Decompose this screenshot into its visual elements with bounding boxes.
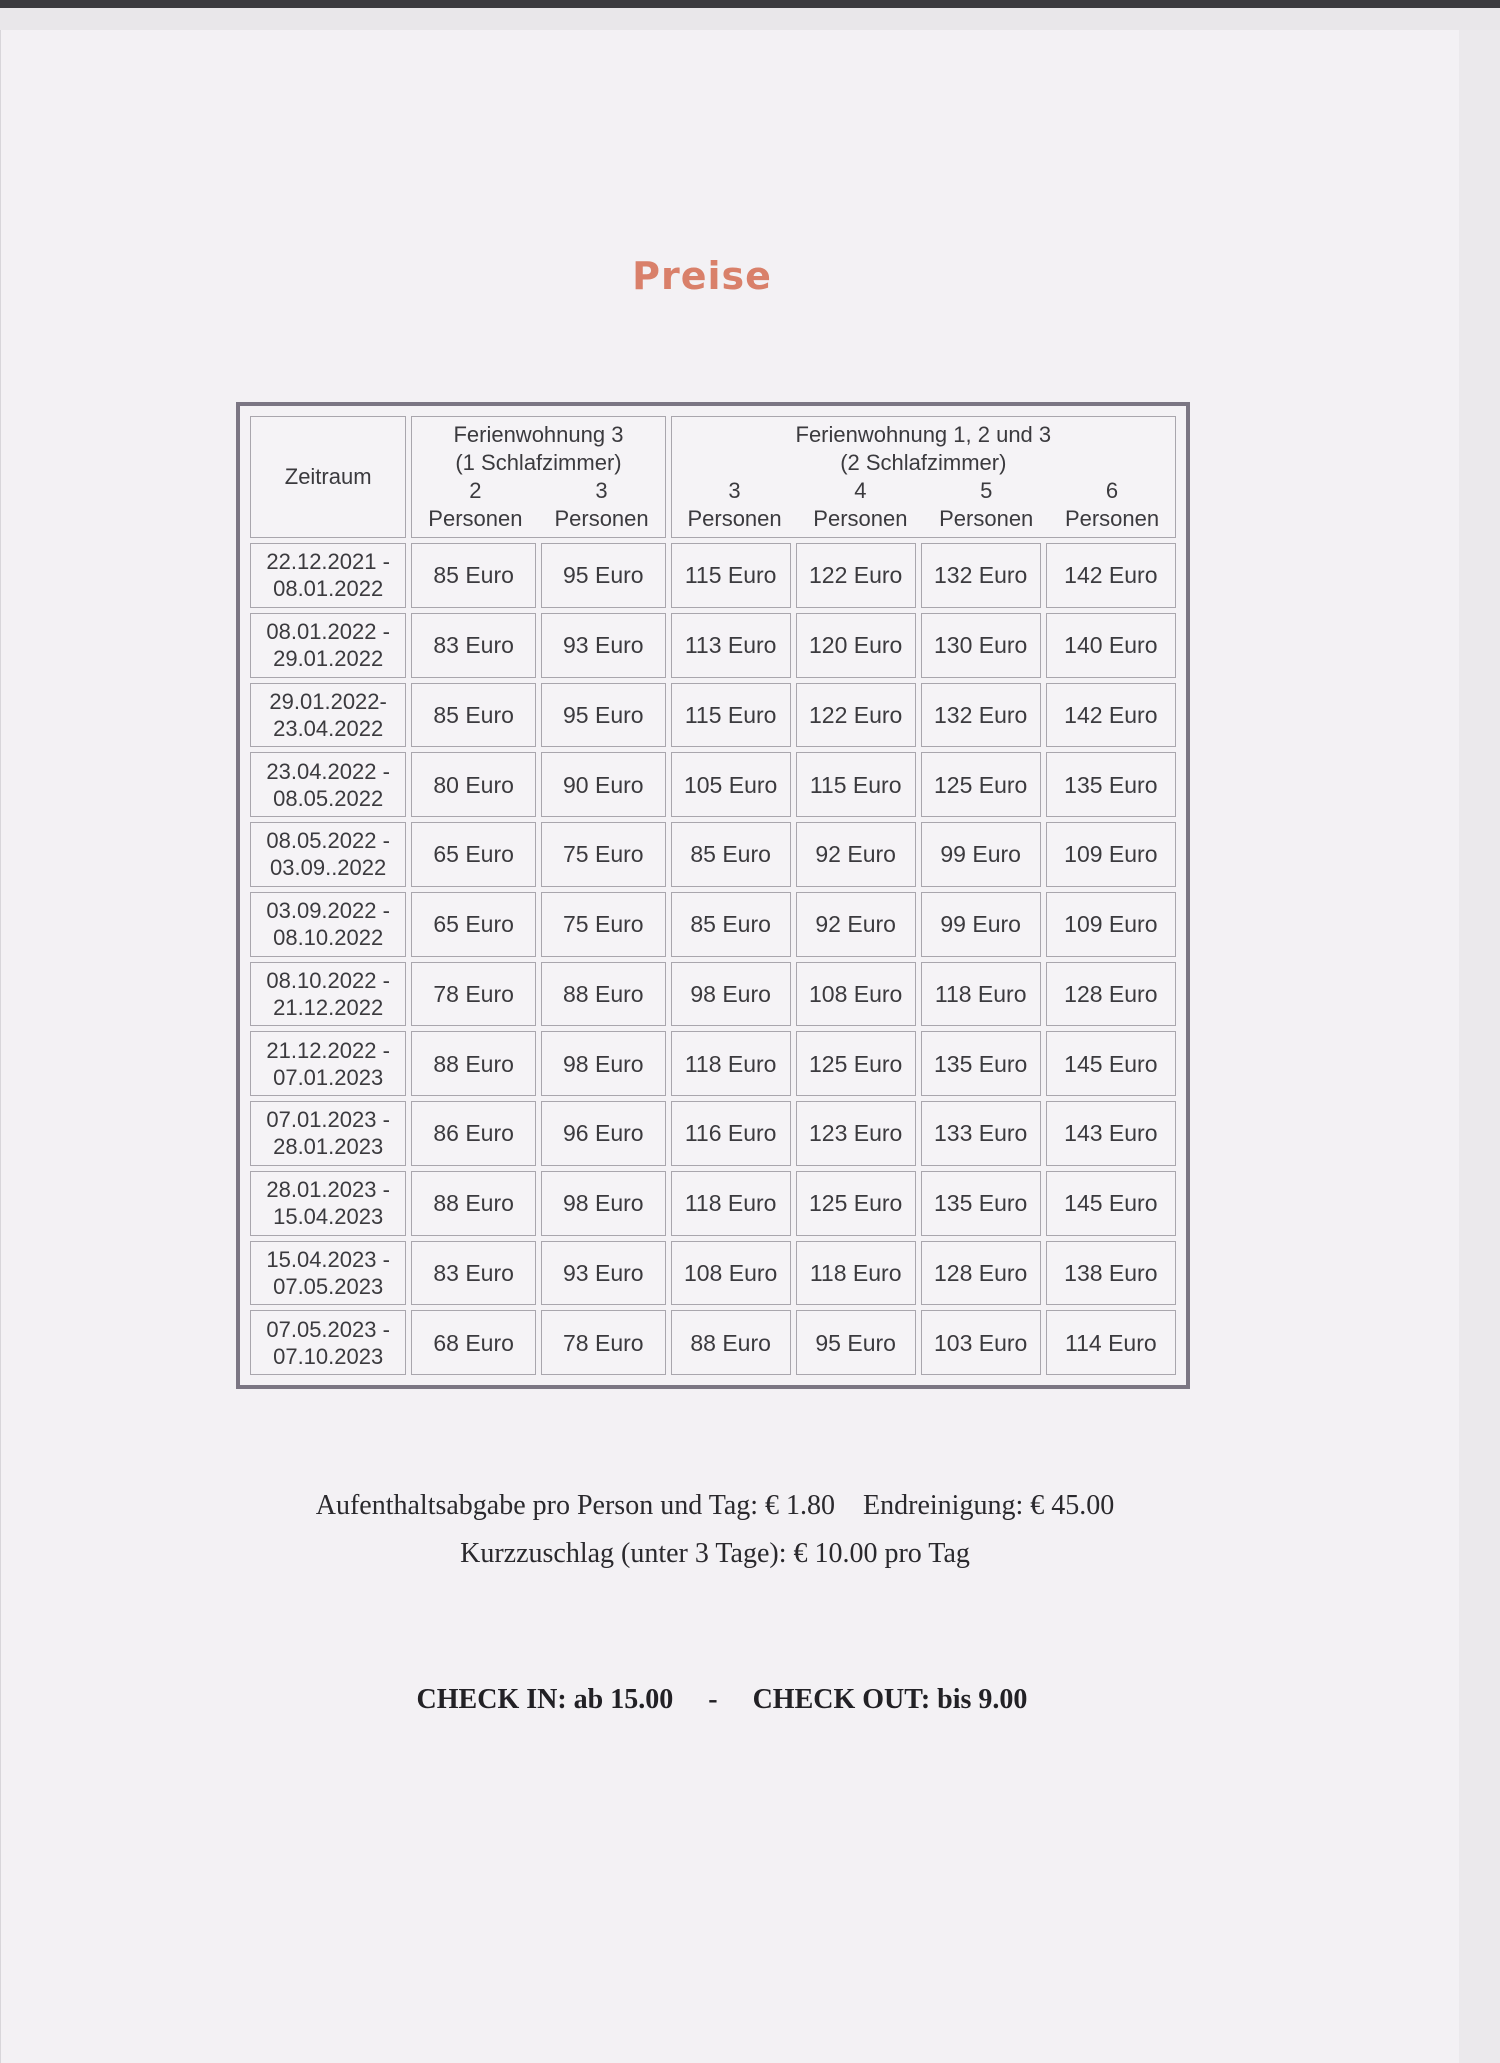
price-cell: 118 Euro [796,1241,916,1306]
price-cell: 135 Euro [921,1031,1041,1096]
price-table-body [250,543,1176,1375]
price-cell: 128 Euro [1046,962,1176,1027]
period-to: 07.10.2023 [273,1343,384,1369]
short-stay-surcharge: Kurzzuschlag (unter 3 Tage): € 10.00 pro Tag [460,1538,970,1569]
price-cell: 133 Euro [921,1101,1041,1166]
price-cell: 135 Euro [921,1171,1041,1236]
price-cell: 85 Euro [671,892,791,957]
price-cell: 125 Euro [796,1171,916,1236]
price-cell: 95 Euro [796,1310,916,1375]
period-cell [250,892,406,957]
final-cleaning: Endreinigung: € 45.00 [863,1490,1115,1521]
persons-col-6: 6 Personen [1064,478,1160,531]
persons-col-4: 4 Personen [813,478,908,531]
price-cell: 138 Euro [1046,1241,1176,1306]
price-cell: 109 Euro [1046,822,1176,887]
price-cell: 65 Euro [411,822,536,887]
period-from: 29.01.2022- [269,688,387,714]
price-cell: 75 Euro [541,822,666,887]
page-title: Preise [632,254,772,298]
table-row [250,543,1176,608]
price-cell: 98 Euro [541,1171,666,1236]
table-row [250,613,1176,678]
period-to: 08.10.2022 [273,925,384,951]
price-cell: 99 Euro [921,822,1041,887]
period-to: 03.09..2022 [270,855,387,881]
price-cell: 88 Euro [411,1171,536,1236]
price-cell: 140 Euro [1046,613,1176,678]
price-cell: 95 Euro [541,543,666,608]
scan-top-edge [0,0,1500,8]
period-from: 23.04.2022 - [266,758,390,784]
price-cell: 96 Euro [541,1101,666,1166]
price-cell: 114 Euro [1046,1310,1176,1375]
check-out: CHECK OUT: bis 9.00 [752,1684,1028,1715]
period-cell [250,822,406,887]
table-header-row [250,416,1176,538]
price-cell: 98 Euro [541,1031,666,1096]
price-cell: 98 Euro [671,962,791,1027]
price-cell: 118 Euro [921,962,1041,1027]
table-row [250,1241,1176,1306]
price-cell: 103 Euro [921,1310,1041,1375]
check-in: CHECK IN: ab 15.00 [416,1684,674,1715]
price-cell: 78 Euro [541,1310,666,1375]
price-cell: 142 Euro [1046,543,1176,608]
price-cell: 115 Euro [671,683,791,748]
table-row [250,1101,1176,1166]
price-cell: 115 Euro [796,752,916,817]
header-group-1 [411,416,665,538]
period-from: 08.10.2022 - [266,967,390,993]
table-row [250,683,1176,748]
price-cell: 143 Euro [1046,1101,1176,1166]
price-cell: 108 Euro [796,962,916,1027]
price-cell: 83 Euro [411,613,536,678]
tourist-tax: Aufenthaltsabgabe pro Person und Tag: € 1.80 [315,1490,836,1521]
table-row [250,1171,1176,1236]
period-cell [250,1171,406,1236]
period-to: 21.12.2022 [273,994,384,1020]
price-cell: 88 Euro [411,1031,536,1096]
period-from: 15.04.2023 - [266,1246,390,1272]
price-cell: 95 Euro [541,683,666,748]
persons-col-2: 3 Personen [554,478,649,531]
price-table-frame [236,402,1190,1389]
period-cell [250,1031,406,1096]
persons-col-1: 2 Personen [428,478,523,531]
price-cell: 142 Euro [1046,683,1176,748]
check-times [0,1684,1444,1716]
check-separator: - [708,1684,718,1715]
price-cell: 125 Euro [921,752,1041,817]
persons-col-5: 5 Personen [939,478,1034,531]
price-cell: 145 Euro [1046,1171,1176,1236]
price-cell: 93 Euro [541,613,666,678]
price-cell: 130 Euro [921,613,1041,678]
period-cell [250,1310,406,1375]
price-cell: 92 Euro [796,892,916,957]
period-cell [250,613,406,678]
price-cell: 132 Euro [921,543,1041,608]
price-cell: 108 Euro [671,1241,791,1306]
period-to: 08.01.2022 [273,576,384,602]
price-cell: 85 Euro [411,683,536,748]
period-to: 07.05.2023 [273,1273,384,1299]
period-cell [250,1101,406,1166]
price-cell: 75 Euro [541,892,666,957]
price-cell: 115 Euro [671,543,791,608]
price-cell: 118 Euro [671,1031,791,1096]
period-from: 08.05.2022 - [266,828,390,854]
period-from: 08.01.2022 - [266,619,390,645]
price-cell: 88 Euro [541,962,666,1027]
period-to: 28.01.2023 [273,1134,384,1160]
price-cell: 125 Euro [796,1031,916,1096]
price-cell: 85 Euro [411,543,536,608]
price-cell: 118 Euro [671,1171,791,1236]
price-cell: 113 Euro [671,613,791,678]
price-cell: 88 Euro [671,1310,791,1375]
group-1-persons [412,477,664,533]
period-from: 22.12.2021 - [266,549,390,575]
table-row [250,962,1176,1027]
period-cell [250,1241,406,1306]
price-cell: 80 Euro [411,752,536,817]
period-to: 08.05.2022 [273,785,384,811]
scan-right-margin [1458,30,1500,2063]
price-cell: 120 Euro [796,613,916,678]
group-2-name: Ferienwohnung 1, 2 und 3 [795,422,1052,447]
price-cell: 85 Euro [671,822,791,887]
period-cell [250,752,406,817]
fees-line [0,1490,1430,1522]
table-row [250,822,1176,887]
header-group-2 [671,416,1176,538]
price-cell: 92 Euro [796,822,916,887]
group-1-rooms: (1 Schlafzimmer) [455,450,622,475]
period-cell [250,543,406,608]
period-from: 28.01.2023 - [266,1177,390,1203]
price-cell: 93 Euro [541,1241,666,1306]
period-to: 07.01.2023 [273,1064,384,1090]
table-row [250,1031,1176,1096]
group-2-persons [672,477,1175,533]
group-1-name: Ferienwohnung 3 [453,422,624,447]
price-cell: 116 Euro [671,1101,791,1166]
price-cell: 123 Euro [796,1101,916,1166]
period-from: 03.09.2022 - [266,898,390,924]
price-cell: 83 Euro [411,1241,536,1306]
period-from: 07.01.2023 - [266,1107,390,1133]
price-cell: 105 Euro [671,752,791,817]
period-from: 21.12.2022 - [266,1037,390,1063]
price-cell: 122 Euro [796,543,916,608]
price-cell: 99 Euro [921,892,1041,957]
price-cell: 128 Euro [921,1241,1041,1306]
group-2-rooms: (2 Schlafzimmer) [840,450,1007,475]
price-cell: 68 Euro [411,1310,536,1375]
header-period: Zeitraum [250,416,406,538]
period-cell [250,683,406,748]
table-row [250,1310,1176,1375]
period-to: 23.04.2022 [273,715,384,741]
table-row [250,752,1176,817]
period-cell [250,962,406,1027]
persons-col-3: 3 Personen [687,478,782,531]
period-to: 15.04.2023 [273,1204,384,1230]
price-cell: 135 Euro [1046,752,1176,817]
price-cell: 86 Euro [411,1101,536,1166]
price-cell: 132 Euro [921,683,1041,748]
price-cell: 78 Euro [411,962,536,1027]
period-to: 29.01.2022 [273,646,384,672]
price-cell: 90 Euro [541,752,666,817]
price-cell: 109 Euro [1046,892,1176,957]
period-from: 07.05.2023 - [266,1316,390,1342]
price-cell: 122 Euro [796,683,916,748]
price-table [245,411,1181,1380]
price-cell: 65 Euro [411,892,536,957]
table-row [250,892,1176,957]
price-cell: 145 Euro [1046,1031,1176,1096]
